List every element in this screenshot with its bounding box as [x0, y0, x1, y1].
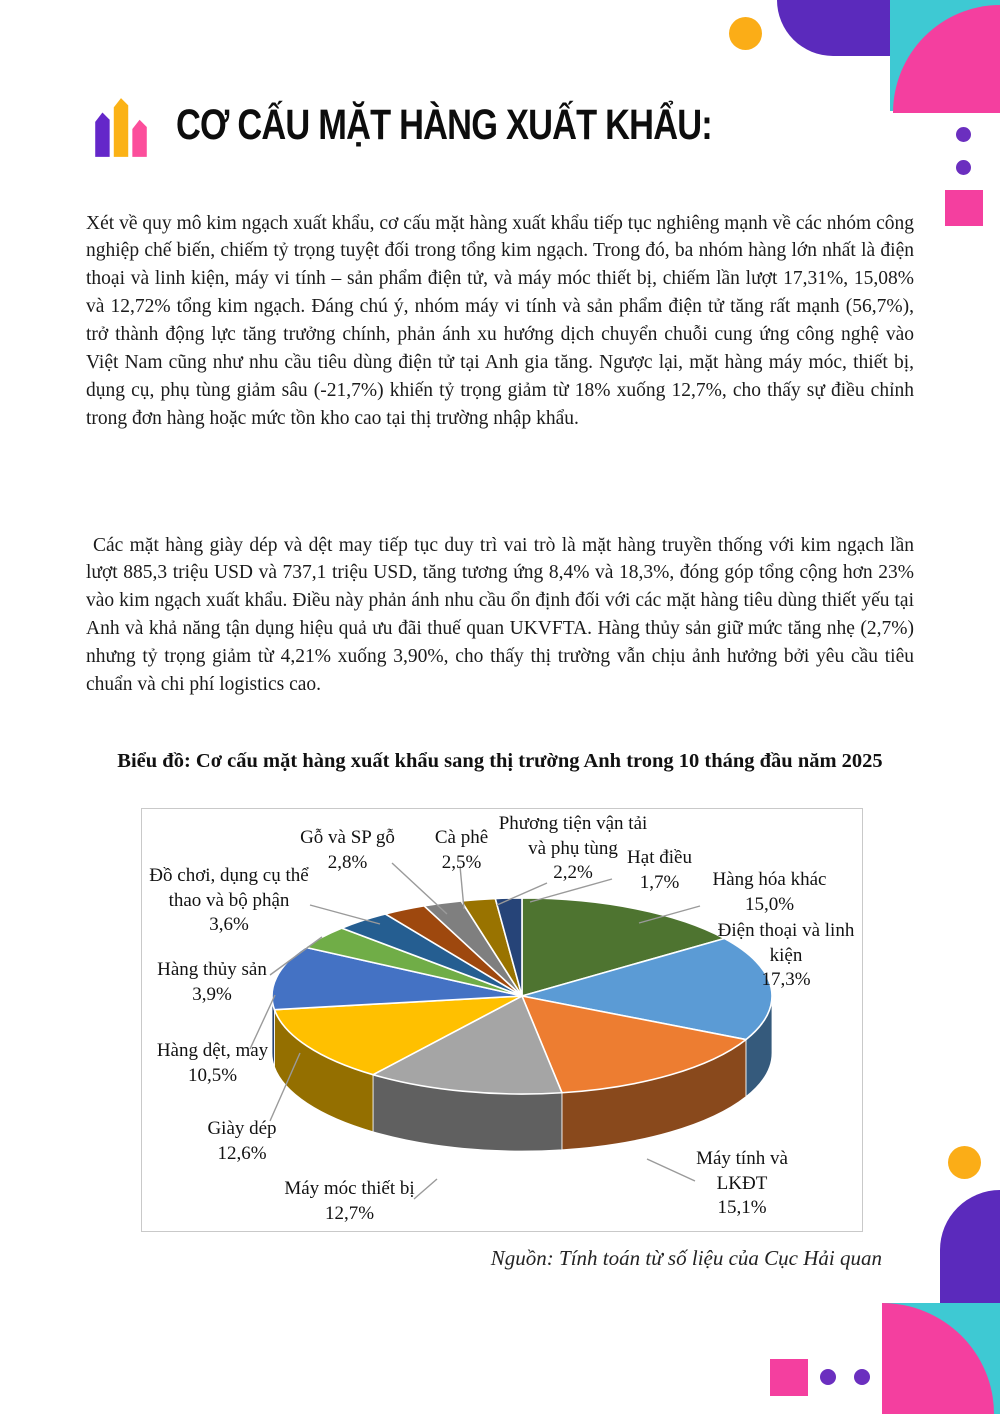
pie-slice-label-percent: 12,7%	[324, 1202, 375, 1224]
pie-slice-label	[182, 1117, 302, 1166]
pie-slice-label	[710, 919, 862, 993]
pie-chart	[141, 808, 863, 1232]
pie-slice-label-name: Hàng hóa khác	[712, 869, 827, 890]
decor-purple-rounded-top	[777, 0, 890, 56]
decor-yellow-circle-bottom	[948, 1146, 981, 1179]
page-title: CƠ CẤU MẶT HÀNG XUẤT KHẨU:	[176, 101, 712, 149]
pie-slice-label-percent: 17,3%	[761, 969, 811, 991]
paragraph-2: Các mặt hàng giày dép và dệt may tiếp tục duy trì vai trò là mặt hàng truyền thống với kim ngạch lần lượt 885,3 triệu USD và 737,1 triệu USD, tăng tương ứng 8,4% và 18,3%, đóng góp tổng cộng hơn 23% vào kim ngạch xuất khẩu. Điều này phản ánh nhu cầu ổn định đối với các mặt hàng tiêu dùng thiết yếu tại Anh và khả năng tận dụng hiệu quả ưu đãi thuế quan UKVFTA. Hàng thủy sản giữ mức tăng nhẹ (2,7%) nhưng tỷ trọng giảm từ 4,21% xuống 3,90%, cho thấy thị trường vẫn chịu ảnh hưởng bởi yêu cầu tiêu chuẩn và chi phí logistics cao.	[86, 534, 914, 696]
chart-caption: Biểu đồ: Cơ cấu mặt hàng xuất khẩu sang thị trường Anh trong 10 tháng đầu năm 2025	[117, 750, 883, 772]
pie-slice-label-name: Điện thoại và linh kiện	[717, 920, 855, 966]
pie-slice-label	[607, 846, 712, 895]
pie-slice-label-percent: 2,2%	[553, 862, 593, 884]
pie-slice-label	[687, 1147, 797, 1221]
pie-slice-label-name: Hàng thủy sản	[157, 959, 267, 980]
pie-slice-label-percent: 3,6%	[209, 914, 249, 936]
pie-slice-label-percent: 15,1%	[717, 1197, 767, 1219]
decor-purple-dot-3	[820, 1369, 836, 1385]
bar-chart-icon	[88, 95, 154, 161]
leader-line	[310, 905, 380, 924]
pie-slice-label	[145, 1039, 280, 1088]
pie-slice-label-percent: 10,5%	[187, 1064, 238, 1086]
pie-slice-label-percent: 1,7%	[639, 871, 680, 893]
pie-slice-label-name: Gỗ và SP gỗ	[300, 827, 395, 848]
pie-slice-label-percent: 2,8%	[327, 851, 368, 873]
decor-pink-square-bottom	[770, 1359, 808, 1396]
decor-pink-square-top	[945, 190, 983, 226]
pie-slice-label-percent: 12,6%	[217, 1142, 267, 1164]
pie-slice-label-name: Máy tính và LKĐT	[696, 1148, 788, 1194]
decor-purple-dot-2	[956, 160, 971, 175]
pie-slice-label-name: Giày dép	[207, 1118, 277, 1139]
pie-slice-label-percent: 3,9%	[192, 983, 232, 1005]
decor-purple-dot-4	[854, 1369, 870, 1385]
decor-purple-tower-bottom	[940, 1190, 1000, 1304]
pie-slice-label-name: Hàng dệt, may	[156, 1040, 269, 1061]
pie-slice-label-name: Máy móc thiết bị	[284, 1178, 415, 1199]
pie-slice-label	[237, 1177, 462, 1226]
pie-slice-label-name: Đồ chơi, dụng cụ thể thao và bộ phận	[149, 865, 309, 911]
paragraph-1: Xét về quy mô kim ngạch xuất khẩu, cơ cấu mặt hàng xuất khẩu tiếp tục nghiêng mạnh về các nhóm công nghiệp chế biến, chiếm tỷ trọng tuyệt đối trong tổng kim ngạch. Trong đó, ba nhóm hàng lớn nhất là điện thoại và linh kiện, máy vi tính – sản phẩm điện tử, và máy móc thiết bị, chiếm lần lượt 17,31%, 15,08% và 12,72% tổng kim ngạch. Đáng chú ý, nhóm máy vi tính và sản phẩm điện tử tăng rất mạnh (56,7%), trở thành động lực tăng trưởng chính, phản ánh xu hướng dịch chuyển chuỗi cung ứng công nghệ vào Việt Nam cũng như nhu cầu tiêu dùng điện tử tại Anh gia tăng. Ngược lại, mặt hàng máy móc, thiết bị, dụng cụ, phụ tùng giảm sâu (-21,7%) khiến tỷ trọng giảm từ 18% xuống 12,7%, cho thấy sự điều chỉnh trong đơn hàng hoặc mức tồn kho cao tại thị trường nhập khẩu.	[86, 212, 914, 429]
pie-slice-label-name: Phương tiện vận tải và phụ tùng	[498, 813, 648, 859]
pie-slice-label	[280, 826, 415, 875]
pie-slice-label	[142, 958, 282, 1007]
decor-purple-dot-1	[956, 127, 971, 142]
pie-slice-label-name: Hạt điều	[627, 847, 692, 868]
pie-slice-label-name: Cà phê	[434, 827, 489, 848]
pie-slice-label-percent: 15,0%	[744, 893, 795, 915]
source-note: Nguồn: Tính toán từ số liệu của Cục Hải quan	[490, 1246, 882, 1270]
pie-slice-label-percent: 2,5%	[441, 851, 482, 873]
decor-yellow-circle-top	[729, 17, 762, 50]
title-row	[88, 95, 908, 165]
